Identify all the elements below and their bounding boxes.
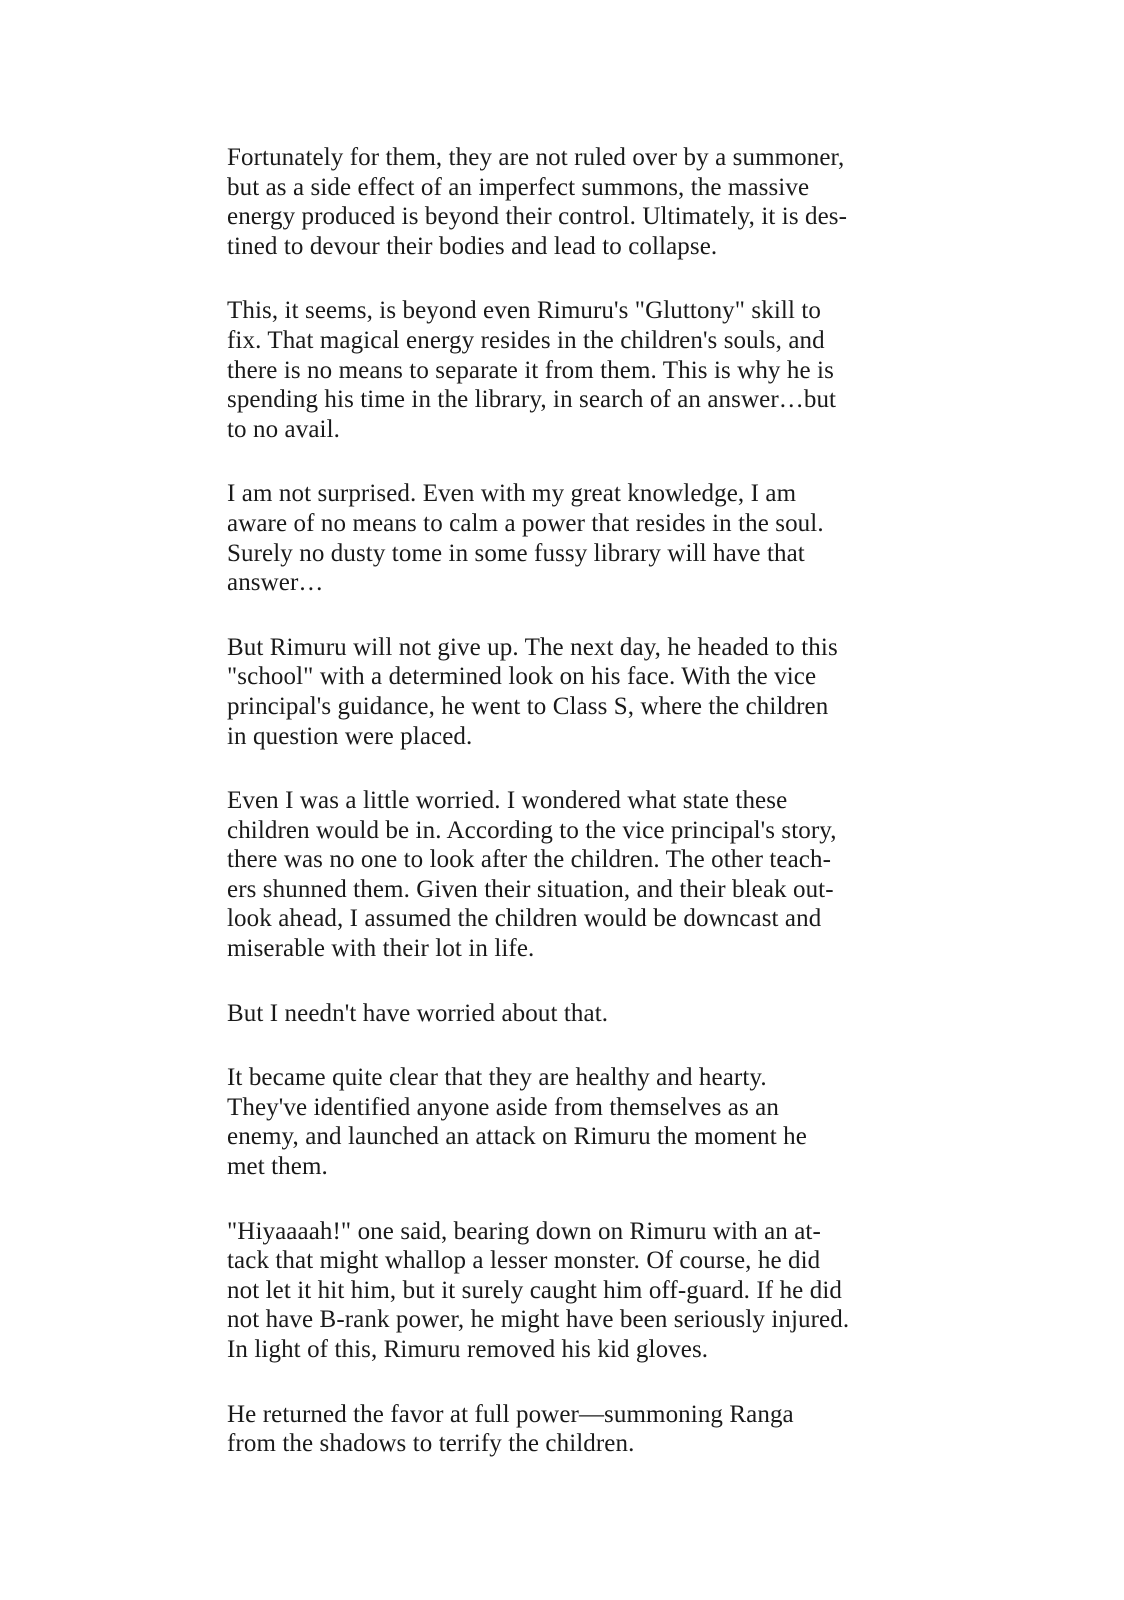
paragraph bbox=[227, 1063, 917, 1181]
text-line: to no avail. bbox=[227, 415, 340, 443]
text-line: "Hiyaaaah!" one said, bearing down on Rimuru with an at- bbox=[227, 1217, 821, 1245]
text-line: miserable with their lot in life. bbox=[227, 935, 535, 963]
body-text bbox=[227, 143, 917, 1494]
text-line: spending his time in the library, in search of an answer…but bbox=[227, 386, 837, 414]
text-line: fix. That magical energy resides in the children's souls, and bbox=[227, 326, 825, 354]
text-line: But Rimuru will not give up. The next day, he headed to this bbox=[227, 633, 838, 661]
text-line: but as a side effect of an imperfect summons, the massive bbox=[227, 173, 810, 201]
text-line: ers shunned them. Given their situation, and their bleak out- bbox=[227, 875, 834, 903]
paragraph bbox=[227, 143, 917, 261]
text-line: Fortunately for them, they are not ruled over by a summoner, bbox=[227, 144, 845, 171]
paragraph bbox=[227, 296, 917, 444]
text-line: in question were placed. bbox=[227, 722, 473, 750]
text-line: tack that might whallop a lesser monster. Of course, he did bbox=[227, 1247, 821, 1275]
text-line: energy produced is beyond their control. Ultimately, it is des- bbox=[227, 203, 848, 231]
text-line: aware of no means to calm a power that resides in the soul. bbox=[227, 509, 824, 537]
text-line: look ahead, I assumed the children would be downcast and bbox=[227, 905, 822, 933]
text-line: This, it seems, is beyond even Rimuru's "Gluttony" skill to bbox=[227, 297, 821, 325]
text-line: It became quite clear that they are healthy and hearty. bbox=[227, 1064, 767, 1092]
text-line: Even I was a little worried. I wondered what state these bbox=[227, 787, 788, 815]
text-line: answer… bbox=[227, 569, 324, 597]
text-line: there was no one to look after the children. The other teach- bbox=[227, 846, 832, 874]
text-line: met them. bbox=[227, 1153, 328, 1181]
text-line: "school" with a determined look on his face. With the vice bbox=[227, 663, 817, 691]
text-line: Surely no dusty tome in some fussy library will have that bbox=[227, 539, 805, 567]
text-line: not have B-rank power, he might have been seriously injured. bbox=[227, 1306, 850, 1334]
text-line: from the shadows to terrify the children. bbox=[227, 1430, 635, 1458]
text-line: But I needn't have worried about that. bbox=[227, 999, 609, 1027]
text-line: I am not surprised. Even with my great knowledge, I am bbox=[227, 480, 797, 508]
paragraph bbox=[227, 479, 917, 597]
text-line: He returned the favor at full power—summoning Ranga bbox=[227, 1400, 794, 1428]
paragraph bbox=[227, 1217, 917, 1365]
paragraph bbox=[227, 999, 917, 1029]
paragraph bbox=[227, 633, 917, 751]
paragraph bbox=[227, 1400, 917, 1459]
text-line: there is no means to separate it from them. This is why he is bbox=[227, 356, 834, 384]
text-line: not let it hit him, but it surely caught him off-guard. If he did bbox=[227, 1276, 842, 1304]
text-line: principal's guidance, he went to Class S, where the children bbox=[227, 692, 829, 720]
text-line: children would be in. According to the vice principal's story, bbox=[227, 816, 837, 844]
paragraph bbox=[227, 786, 917, 964]
text-line: In light of this, Rimuru removed his kid gloves. bbox=[227, 1336, 709, 1363]
text-line: enemy, and launched an attack on Rimuru the moment he bbox=[227, 1123, 807, 1151]
text-line: They've identified anyone aside from themselves as an bbox=[227, 1093, 779, 1121]
text-line: tined to devour their bodies and lead to collapse. bbox=[227, 232, 718, 260]
